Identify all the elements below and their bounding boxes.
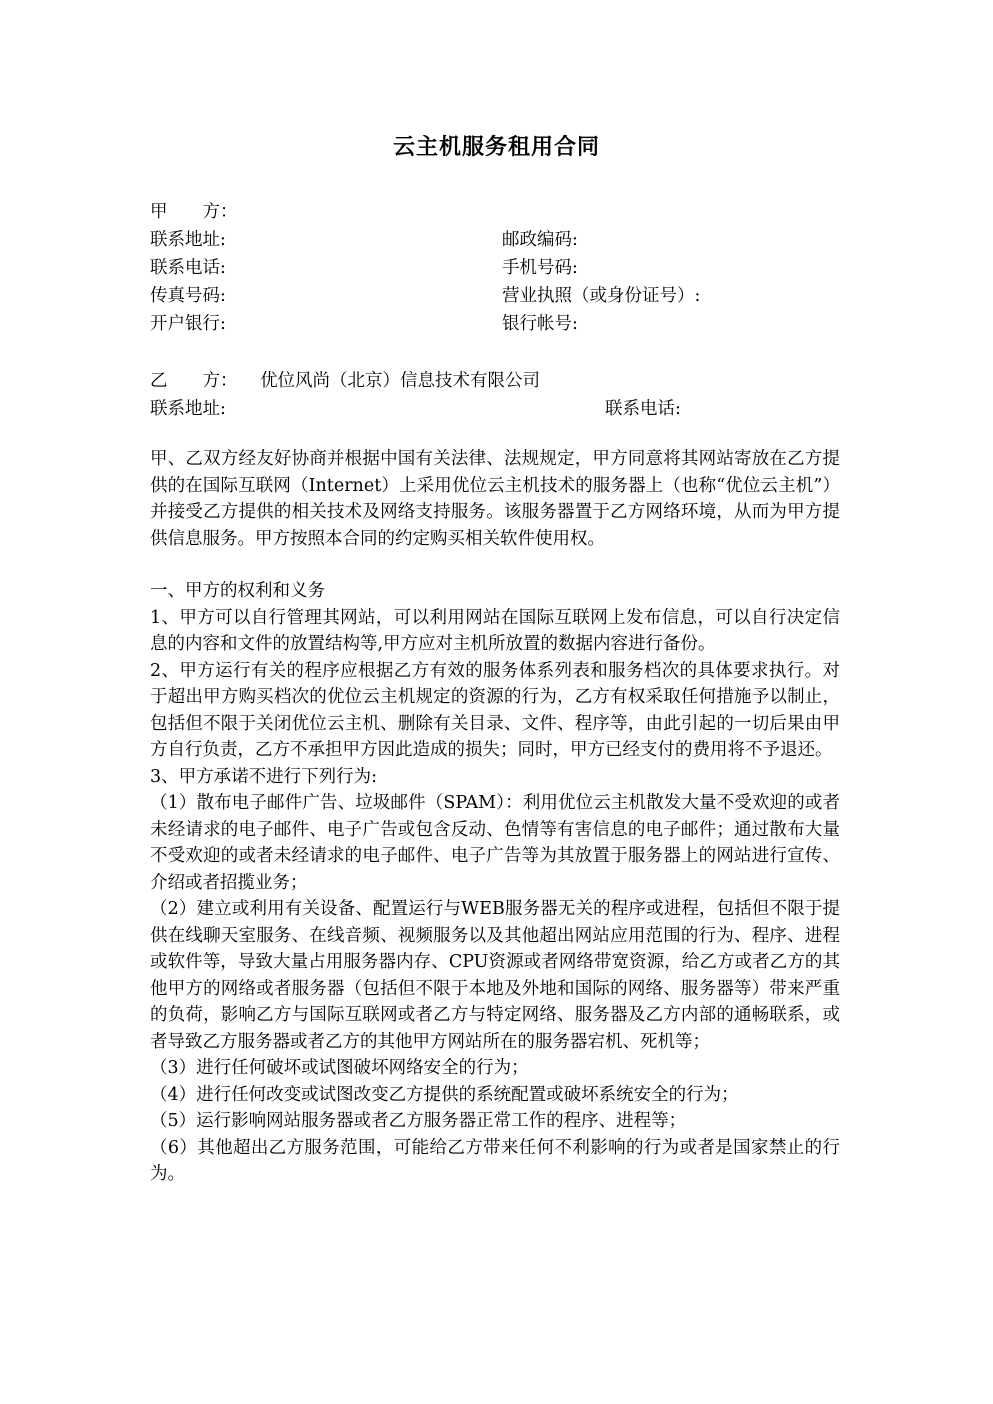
clause-3-6: （6）其他超出乙方服务范围，可能给乙方带来任何不利影响的行为或者是国家禁止的行为。 — [150, 1137, 840, 1184]
party-a-label: 甲 方： — [150, 202, 238, 222]
clause-3-2: （2）建立或利用有关设备、配置运行与WEB服务器无关的程序或进程，包括但不限于提供在线聊天室服务、在线音频、视频服务以及其他超出网站应用范围的行为、程序、进程或软件等，导致大量占用服务器内存、CPU资源或者网络带宽资源，给乙方或者乙方的其他甲方的网络或者服务器（包括但不限于本地及外地和国际的网络、服务器等）带来严重的负荷，影响乙方与国际互联网或者乙方与特定网络、服务器及乙方内部的通畅联系，或者导致乙方服务器或者乙方的其他甲方网站所在的服务器宕机、死机等； — [150, 899, 840, 1052]
party-b-name: 优位风尚（北京）信息技术有限公司 — [260, 371, 540, 391]
intro-paragraph: 甲、乙双方经友好协商并根据中国有关法律、法规规定，甲方同意将其网站寄放在乙方提供的在国际互联网（Internet）上采用优位云主机技术的服务器上（也称“优位云主机”）并接受乙方提供的相关技术及网络支持服务。该服务器置于乙方网络环境，从而为甲方提供信息服务。甲方按照本合同的约定购买相关软件使用权。 — [150, 449, 840, 549]
clause-3-1: （1）散布电子邮件广告、垃圾邮件（SPAM）：利用优位云主机散发大量不受欢迎的或者未经请求的电子邮件、电子广告或包含反动、色情等有害信息的电子邮件；通过散布大量不受欢迎的或者未经请求的电子邮件、电子广告等为其放置于服务器上的网站进行宣传、介绍或者招揽业务； — [150, 793, 840, 893]
clause-3-4: （4）进行任何改变或试图改变乙方提供的系统配置或破坏系统安全的行为； — [150, 1084, 739, 1105]
clause-2: 2、甲方运行有关的程序应根据乙方有效的服务体系列表和服务档次的具体要求执行。对于超出甲方购买档次的优位云主机规定的资源的行为，乙方有权采取任何措施予以制止，包括但不限于关闭优位云主机、删除有关目录、文件、程序等，由此引起的一切后果由甲方自行负责，乙方不承担甲方因此造成的损失；同时，甲方已经支付的费用将不予退还。 — [150, 660, 840, 760]
page-title: 云主机服务租用合同 — [392, 134, 600, 160]
clause-3-5: （5）运行影响网站服务器或者乙方服务器正常工作的程序、进程等； — [150, 1111, 687, 1131]
party-b-address-label: 联系地址: — [150, 399, 226, 419]
clause-1: 1、甲方可以自行管理其网站，可以利用网站在国际互联网上发布信息，可以自行决定信息的内容和文件的放置结构等,甲方应对主机所放置的数据内容进行备份。 — [150, 607, 840, 654]
party-a-fax-label: 传真号码: — [150, 286, 226, 306]
clause-3: 3、甲方承诺不进行下列行为: — [150, 766, 378, 787]
clause-3-3: （3）进行任何破坏或试图破坏网络安全的行为； — [150, 1058, 529, 1078]
party-a-bank-label: 开户银行: — [150, 314, 226, 334]
party-b-label: 乙 方： — [150, 371, 238, 391]
party-a-account-label: 银行帐号: — [502, 314, 578, 334]
party-b-phone-label: 联系电话: — [605, 399, 681, 419]
section-heading: 一、甲方的权利和义务 — [150, 581, 325, 601]
contract-body — [150, 446, 840, 1188]
party-a-phone-label: 联系电话: — [150, 258, 226, 278]
party-a-license-label: 营业执照（或身份证号）: — [502, 286, 701, 306]
party-a-address-label: 联系地址: — [150, 230, 226, 250]
spacer — [150, 552, 840, 578]
party-a-mobile-label: 手机号码: — [502, 258, 578, 278]
party-a-postcode-label: 邮政编码: — [502, 230, 578, 250]
